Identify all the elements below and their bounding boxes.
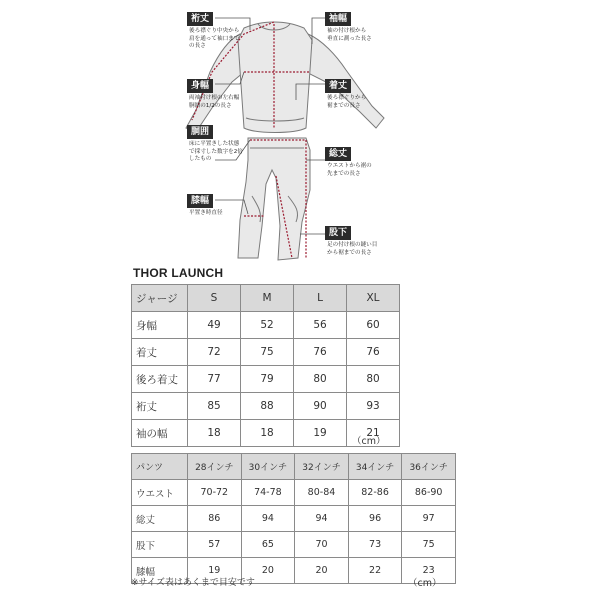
header-cell: 32インチ — [295, 454, 349, 480]
table-cell: 20 — [295, 558, 349, 584]
table-cell: 70-72 — [188, 480, 242, 506]
jersey-size-table — [131, 284, 400, 447]
table-row — [132, 480, 456, 506]
table-row — [132, 506, 456, 532]
table-cell: 75 — [241, 339, 294, 366]
size-note: ※サイズ表はあくまで目安です — [131, 578, 255, 588]
row-label: 着丈 — [132, 339, 188, 366]
table-cell: 85 — [188, 393, 241, 420]
table-cell: 49 — [188, 312, 241, 339]
table-cell: 21 — [347, 420, 400, 447]
table-cell: 76 — [294, 339, 347, 366]
mihaba-desc: 両袖付け根の左右幅 胴囲の1/2の長さ — [189, 95, 240, 109]
table-cell: 75 — [402, 532, 456, 558]
header-cell: 30インチ — [241, 454, 295, 480]
yuki-desc: 後ろ襟ぐり中央から 肩を通って袖口まで の長さ — [189, 28, 240, 49]
header-cell: パンツ — [132, 454, 188, 480]
table-cell: 90 — [294, 393, 347, 420]
table-cell: 80 — [347, 366, 400, 393]
table-cell: 86-90 — [402, 480, 456, 506]
header-cell: 28インチ — [188, 454, 242, 480]
sodehaba-desc: 袖の付け根から 垂直に測った長さ — [327, 28, 372, 42]
table-cell: 20 — [241, 558, 295, 584]
table-cell: 72 — [188, 339, 241, 366]
kitake-tag: 着丈 — [325, 79, 351, 93]
table-header-row — [132, 454, 456, 480]
waist-tag: 胴囲 — [187, 125, 213, 139]
table-cell: 93 — [347, 393, 400, 420]
table-cell: 86 — [188, 506, 242, 532]
soutake-tag: 総丈 — [325, 147, 351, 161]
header-cell: 34インチ — [348, 454, 402, 480]
table-cell: 22 — [348, 558, 402, 584]
hizahaba-tag: 膝幅 — [187, 194, 213, 208]
table-cell: 18 — [241, 420, 294, 447]
table-row — [132, 339, 400, 366]
table-cell: 23 — [402, 558, 456, 584]
table-cell: 96 — [348, 506, 402, 532]
table-cell: 56 — [294, 312, 347, 339]
row-label: 裄丈 — [132, 393, 188, 420]
table-cell: 19 — [188, 558, 242, 584]
row-label: 総丈 — [132, 506, 188, 532]
header-cell: XL — [347, 285, 400, 312]
sodehaba-tag: 袖幅 — [325, 12, 351, 26]
soutake-desc: ウエストから裾の 先までの長さ — [327, 163, 372, 177]
yuki-tag: 裄丈 — [187, 12, 213, 26]
table-cell: 94 — [295, 506, 349, 532]
table-cell: 74-78 — [241, 480, 295, 506]
table-cell: 60 — [347, 312, 400, 339]
row-label: ウエスト — [132, 480, 188, 506]
table-row — [132, 532, 456, 558]
mihaba-tag: 身幅 — [187, 79, 213, 93]
header-cell: ジャージ — [132, 285, 188, 312]
table-cell: 57 — [188, 532, 242, 558]
table-cell: 80-84 — [295, 480, 349, 506]
jersey-unit: （cm） — [352, 436, 386, 447]
table-row — [132, 312, 400, 339]
table-row — [132, 366, 400, 393]
matashita-tag: 股下 — [325, 226, 351, 240]
pants-unit: （cm） — [408, 578, 442, 589]
size-diagram — [0, 0, 600, 265]
table-cell: 97 — [402, 506, 456, 532]
table-cell: 65 — [241, 532, 295, 558]
brand-title: THOR LAUNCH — [133, 266, 224, 280]
table-row — [132, 393, 400, 420]
header-cell: L — [294, 285, 347, 312]
table-cell: 76 — [347, 339, 400, 366]
header-cell: S — [188, 285, 241, 312]
header-cell: M — [241, 285, 294, 312]
table-cell: 52 — [241, 312, 294, 339]
table-cell: 94 — [241, 506, 295, 532]
row-label: 股下 — [132, 532, 188, 558]
row-label: 袖の幅 — [132, 420, 188, 447]
table-cell: 18 — [188, 420, 241, 447]
table-cell: 77 — [188, 366, 241, 393]
table-cell: 79 — [241, 366, 294, 393]
table-cell: 80 — [294, 366, 347, 393]
hizahaba-desc: 平置き時直径 — [189, 210, 223, 216]
waist-desc: 床に平置きした状態 で採寸した数字を2倍 したもの — [189, 141, 243, 162]
pants-size-table — [131, 453, 456, 584]
table-cell: 73 — [348, 532, 402, 558]
table-cell: 70 — [295, 532, 349, 558]
row-label: 膝幅 — [132, 558, 188, 584]
row-label: 身幅 — [132, 312, 188, 339]
table-cell: 88 — [241, 393, 294, 420]
kitake-desc: 後ろ襟ぐりから 裾までの長さ — [327, 95, 367, 109]
table-cell: 82-86 — [348, 480, 402, 506]
header-cell: 36インチ — [402, 454, 456, 480]
row-label: 後ろ着丈 — [132, 366, 188, 393]
table-cell: 19 — [294, 420, 347, 447]
matashita-desc: 足の付け根の縫い目 から裾までの長さ — [327, 242, 378, 256]
table-header-row — [132, 285, 400, 312]
